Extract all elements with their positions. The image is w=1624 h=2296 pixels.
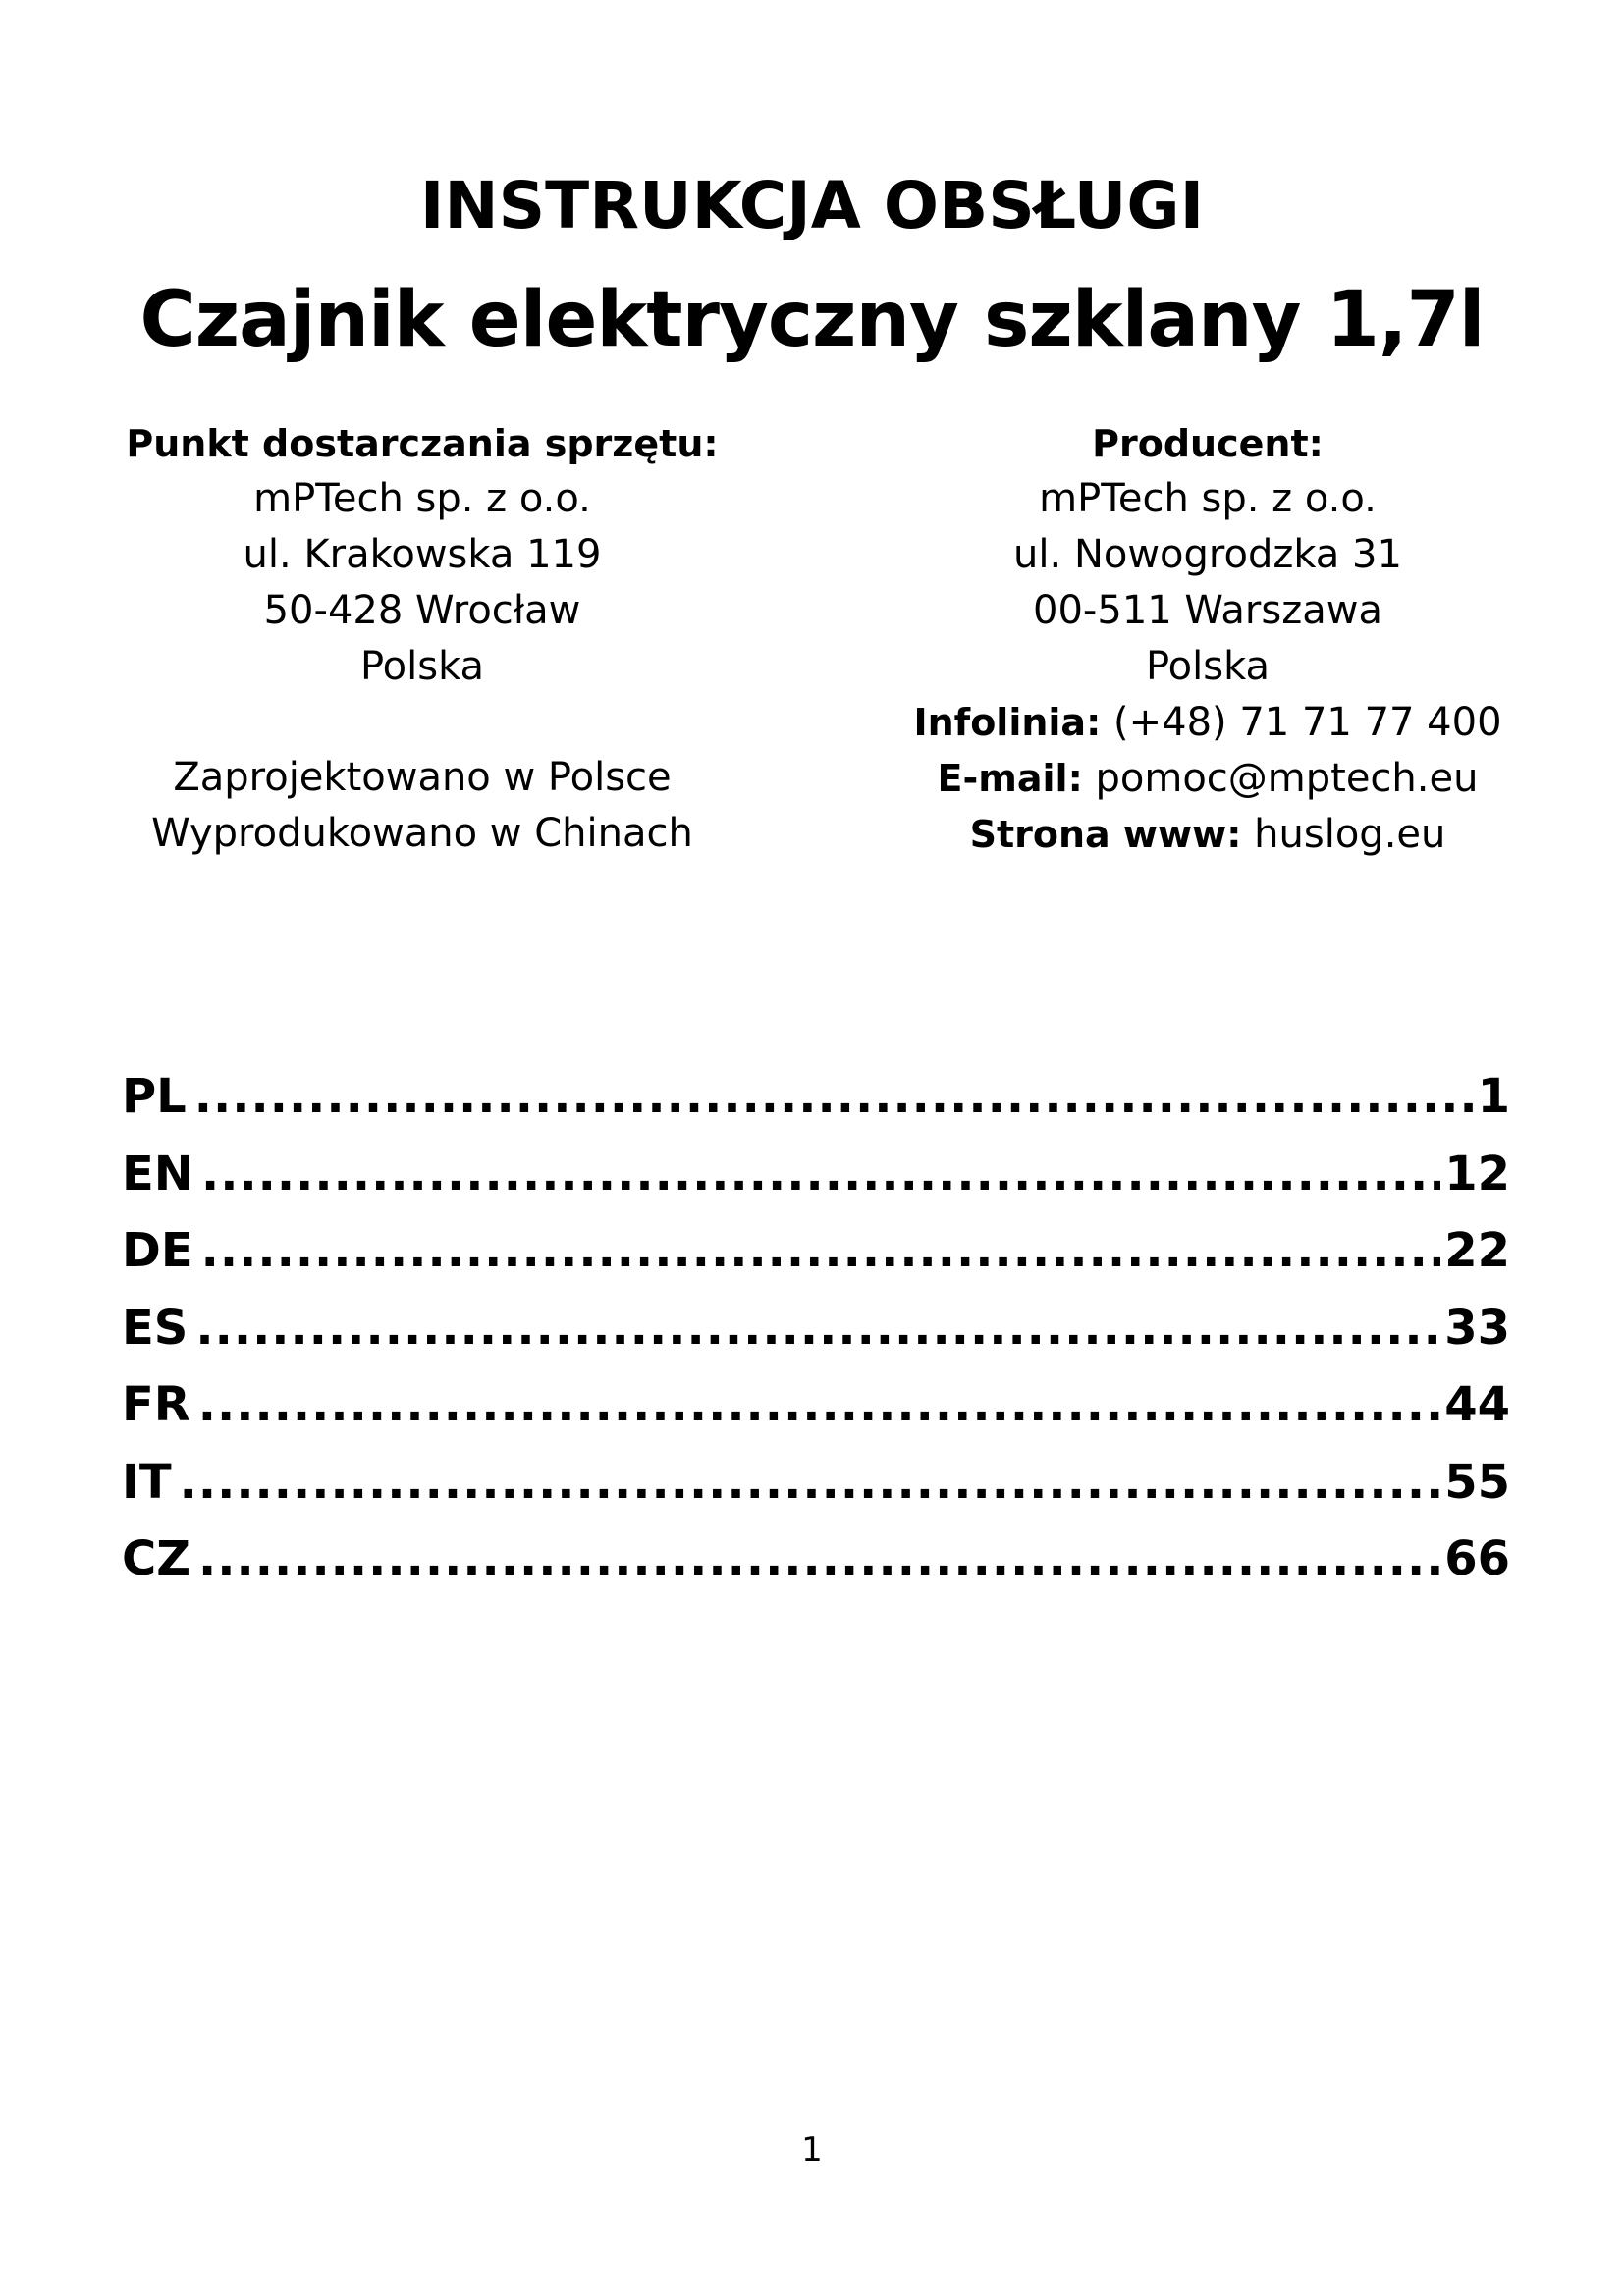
toc-dot-leader — [194, 1058, 1474, 1135]
product-name: Czajnik elektryczny szklany 1,7l — [139, 276, 1485, 364]
toc-entry-de[interactable] — [122, 1212, 1510, 1290]
producer-heading: Producent: — [1092, 422, 1324, 465]
toc-page-number: 12 — [1444, 1146, 1510, 1201]
page-title: INSTRUKCJA OBSŁUGI — [419, 168, 1205, 243]
toc-page-number: 66 — [1444, 1531, 1510, 1586]
email-label: E-mail: — [937, 757, 1083, 800]
toc-language-code: CZ — [122, 1531, 191, 1586]
delivery-point-block — [98, 416, 746, 862]
hotline-value: (+48) 71 71 77 400 — [1113, 700, 1502, 745]
toc-dot-leader — [201, 1212, 1441, 1289]
delivery-street: ul. Krakowska 119 — [243, 532, 602, 577]
toc-page-number: 44 — [1444, 1377, 1510, 1432]
toc-language-code: ES — [122, 1300, 189, 1356]
toc-language-code: EN — [122, 1146, 193, 1201]
toc-language-code: FR — [122, 1377, 190, 1432]
email-value[interactable]: pomoc@mptech.eu — [1095, 756, 1479, 801]
toc-page-number: 55 — [1444, 1454, 1510, 1510]
email-row — [884, 751, 1532, 807]
toc-page-number: 33 — [1444, 1300, 1510, 1356]
website-row — [884, 807, 1532, 863]
toc-page-number: 22 — [1444, 1223, 1510, 1278]
designed-in: Zaprojektowano w Polsce — [173, 755, 672, 800]
toc-dot-leader — [180, 1444, 1441, 1521]
toc-dot-leader — [198, 1521, 1440, 1597]
producer-block — [884, 416, 1532, 863]
toc-language-code: IT — [122, 1454, 172, 1510]
hotline-row — [884, 695, 1532, 751]
delivery-spacer — [98, 695, 746, 750]
toc-dot-leader — [201, 1136, 1440, 1212]
toc-language-code: PL — [122, 1069, 187, 1124]
toc-entry-cz[interactable] — [122, 1521, 1510, 1598]
toc-dot-leader — [195, 1290, 1440, 1366]
toc-entry-en[interactable] — [122, 1136, 1510, 1213]
toc-entry-es[interactable] — [122, 1290, 1510, 1367]
hotline-label: Infolinia: — [913, 701, 1102, 744]
producer-country: Polska — [1145, 644, 1271, 689]
website-value[interactable]: huslog.eu — [1254, 812, 1446, 857]
delivery-heading: Punkt dostarczania sprzętu: — [126, 422, 719, 465]
table-of-contents — [122, 1058, 1510, 1598]
toc-entry-it[interactable] — [122, 1444, 1510, 1522]
producer-city: 00-511 Warszawa — [1033, 588, 1382, 633]
producer-company: mPTech sp. z o.o. — [1039, 476, 1377, 521]
made-in: Wyprodukowano w Chinach — [151, 811, 693, 856]
toc-entry-pl[interactable] — [122, 1058, 1510, 1136]
toc-language-code: DE — [122, 1223, 193, 1278]
delivery-company: mPTech sp. z o.o. — [253, 476, 591, 521]
toc-page-number: 1 — [1477, 1069, 1510, 1124]
toc-dot-leader — [198, 1366, 1440, 1443]
toc-entry-fr[interactable] — [122, 1366, 1510, 1444]
website-label: Strona www: — [969, 813, 1242, 856]
delivery-country: Polska — [359, 644, 485, 689]
page-number: 1 — [801, 2130, 823, 2169]
producer-street: ul. Nowogrodzka 31 — [1013, 532, 1402, 577]
delivery-city: 50-428 Wrocław — [263, 588, 581, 633]
